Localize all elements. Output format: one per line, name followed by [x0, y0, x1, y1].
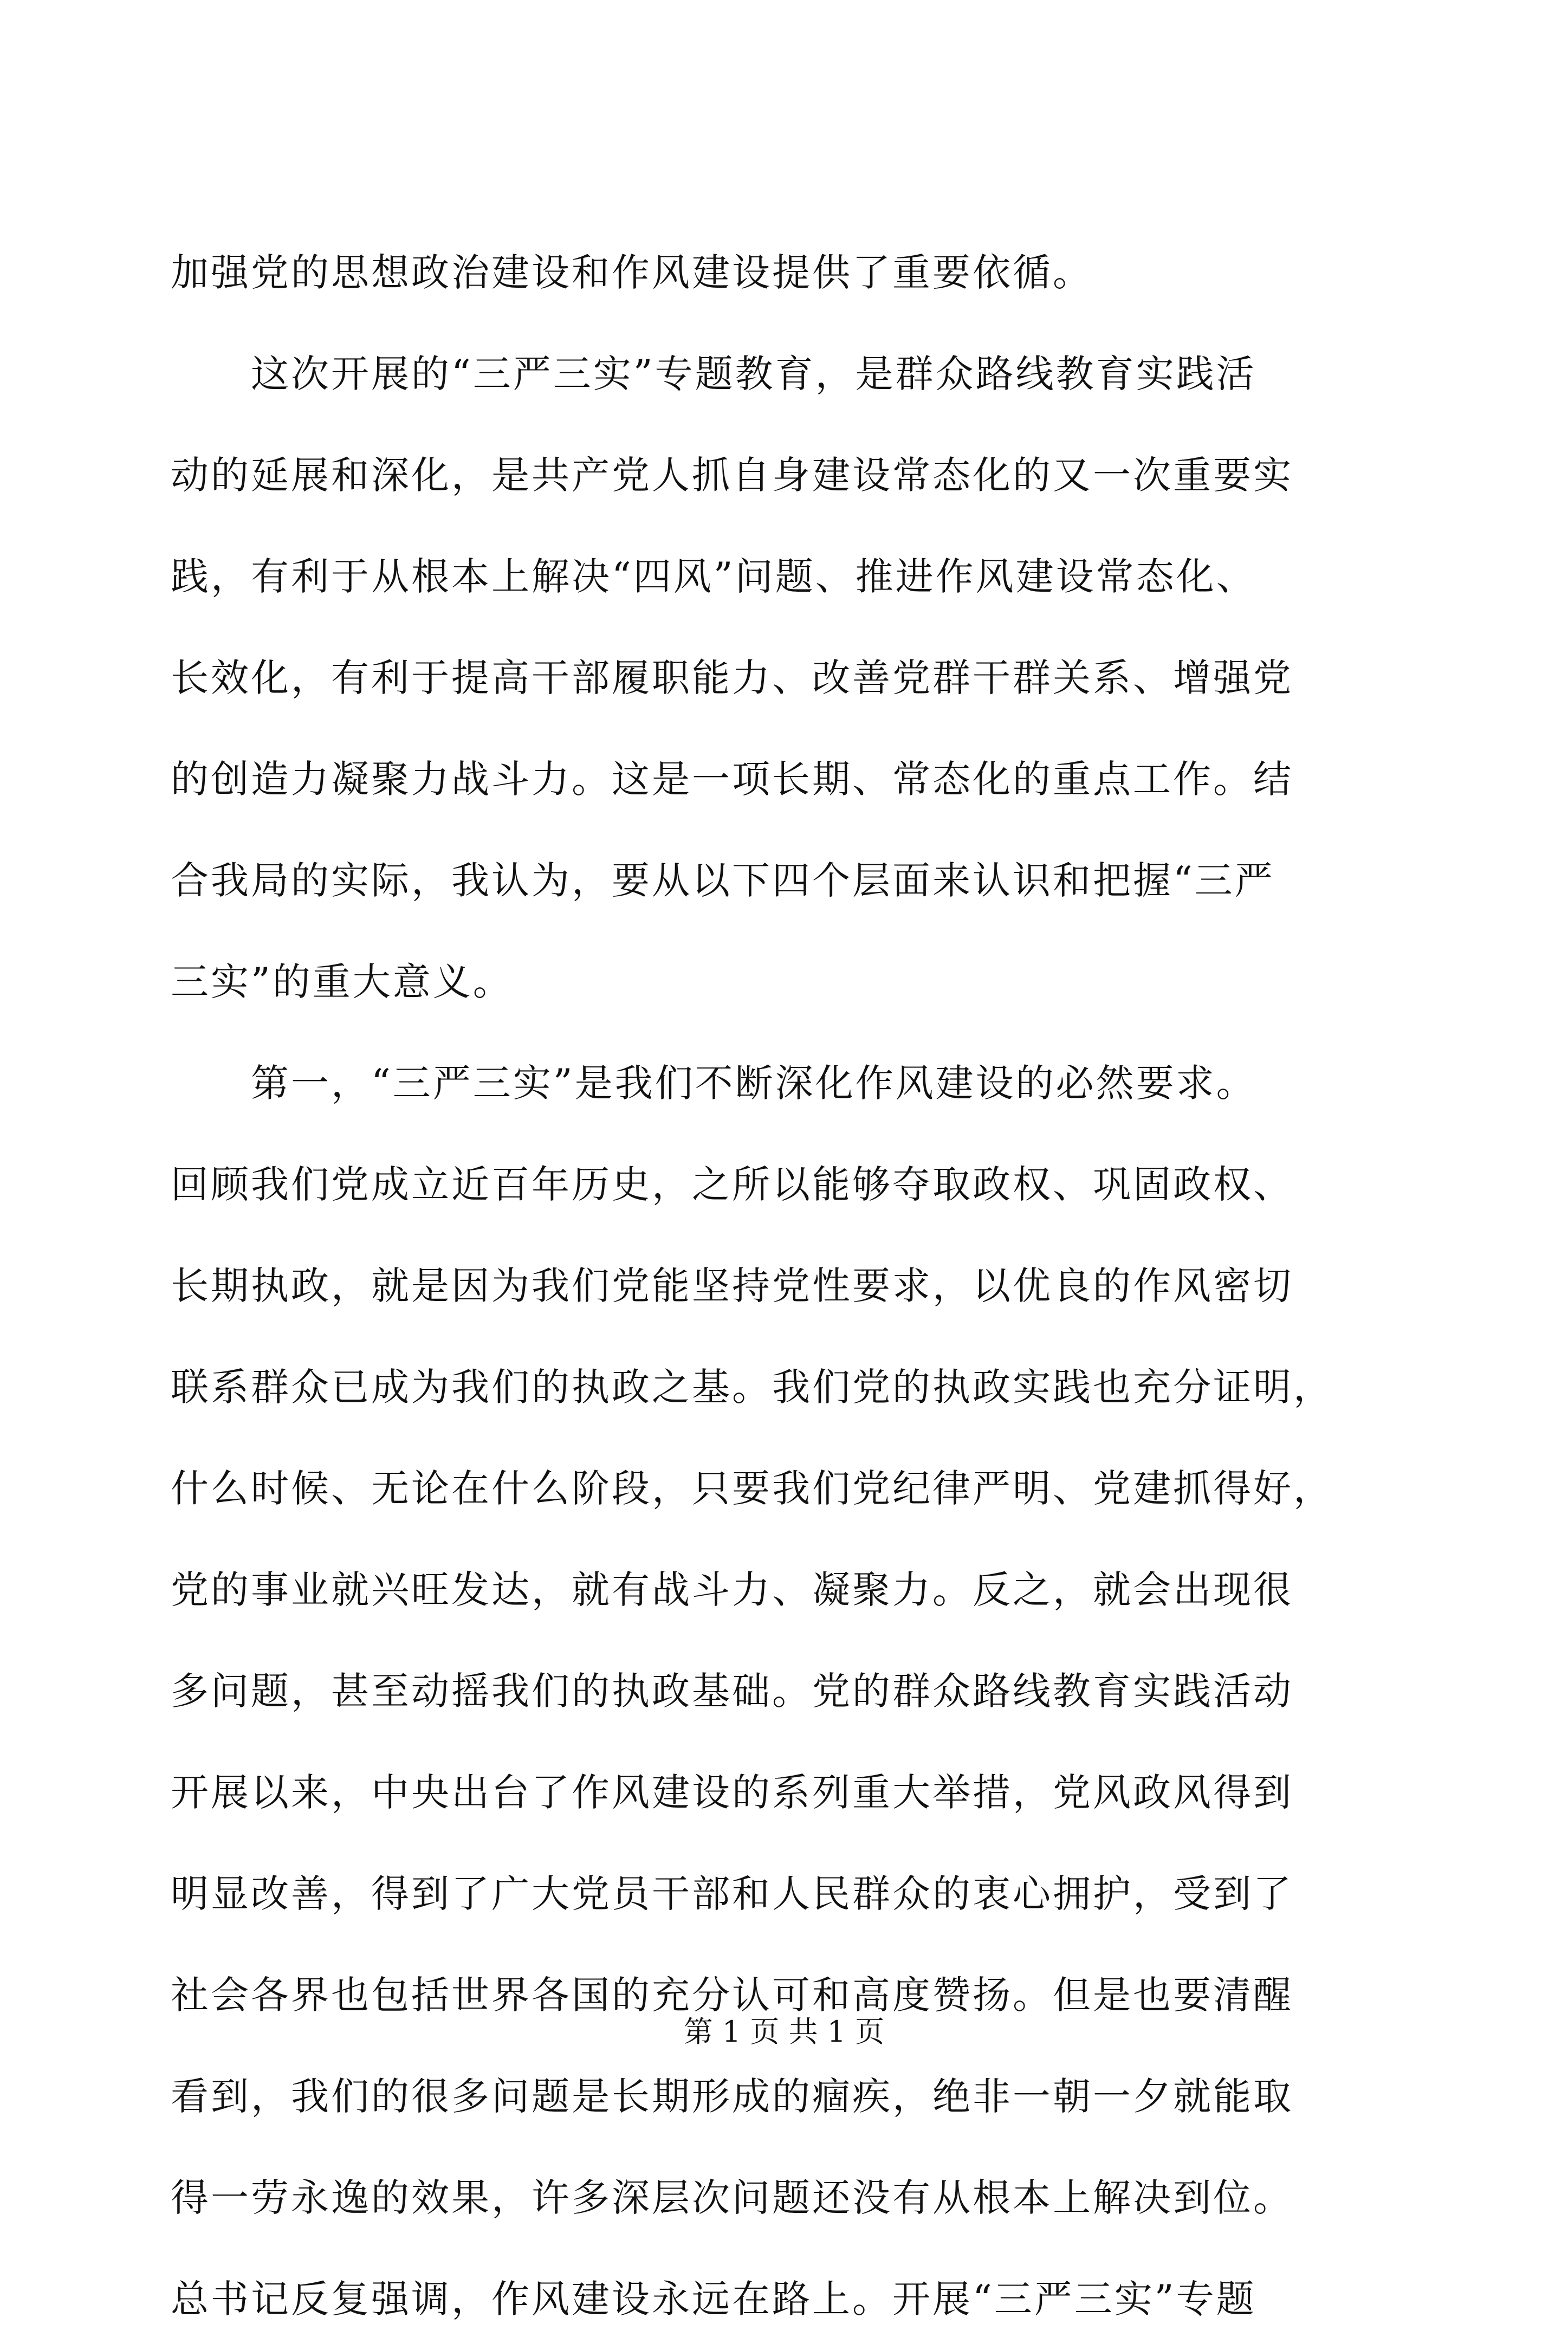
text-line: 的创造力凝聚力战斗力。这是一项长期、常态化的重点工作。结 [171, 757, 1293, 801]
text-line: 加强党的思想政治建设和作风建设提供了重要依循。 [171, 250, 1093, 295]
text-line: 什么时候、无论在什么阶段，只要我们党纪律严明、党建抓得好， [171, 1466, 1333, 1511]
text-line: 回顾我们党成立近百年历史，之所以能够夺取政权、巩固政权、 [171, 1162, 1293, 1207]
text-line: 开展以来，中央出台了作风建设的系列重大举措，党风政风得到 [171, 1770, 1293, 1815]
text-line: 三实”的重大意义。 [171, 960, 513, 1004]
text-line: 第一，“三严三实”是我们不断深化作风建设的必然要求。 [171, 1061, 1256, 1105]
text-line: 党的事业就兴旺发达，就有战斗力、凝聚力。反之，就会出现很 [171, 1568, 1293, 1612]
text-line: 明显改善，得到了广大党员干部和人民群众的衷心拥护，受到了 [171, 1872, 1293, 1916]
text-line: 联系群众已成为我们的执政之基。我们党的执政实践也充分证明， [171, 1365, 1333, 1409]
text-line: 合我局的实际，我认为，要从以下四个层面来认识和把握“三严 [171, 858, 1275, 903]
text-line: 看到，我们的很多问题是长期形成的痼疾，绝非一朝一夕就能取 [171, 2074, 1293, 2119]
text-line: 动的延展和深化，是共产党人抓自身建设常态化的又一次重要实 [171, 453, 1293, 497]
text-line: 多问题，甚至动摇我们的执政基础。党的群众路线教育实践活动 [171, 1669, 1293, 1713]
text-line: 这次开展的“三严三实”专题教育，是群众路线教育实践活 [171, 352, 1256, 396]
text-line: 长期执政，就是因为我们党能坚持党性要求，以优良的作风密切 [171, 1264, 1293, 1308]
text-line: 得一劳永逸的效果，许多深层次问题还没有从根本上解决到位。 [171, 2176, 1293, 2220]
page-number-footer: 第 1 页 共 1 页 [683, 2015, 885, 2049]
text-line: 社会各界也包括世界各国的充分认可和高度赞扬。但是也要清醒 [171, 1973, 1293, 2017]
text-line: 总书记反复强调，作风建设永远在路上。开展“三严三实”专题 [171, 2277, 1256, 2321]
text-line: 践，有利于从根本上解决“四风”问题、推进作风建设常态化、 [171, 554, 1256, 599]
text-line: 长效化，有利于提高干部履职能力、改善党群干群关系、增强党 [171, 656, 1293, 700]
